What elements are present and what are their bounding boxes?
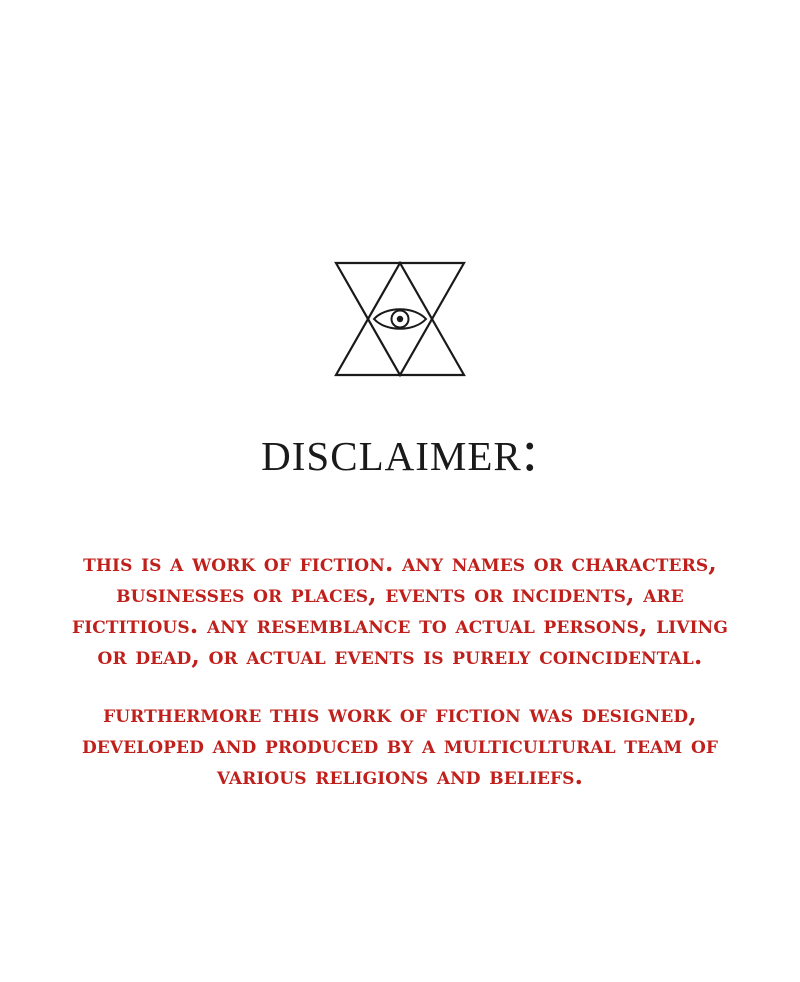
disclaimer-paragraph-2: furthermore this work of fiction was designed, developed and produced by a multicultural team of various religions and beliefs.: [81, 699, 719, 791]
disclaimer-paragraph-1: this is a work of fiction. any names or characters, businesses or places, events or incidents, are fictitious. any resemblance to actual persons, living or dead, or actual events is purely coincidental.: [72, 548, 728, 670]
all-seeing-eye-hexagram-emblem: [330, 258, 470, 380]
page-title: disclaimer:: [261, 418, 539, 483]
disclaimer-body: [70, 548, 730, 792]
